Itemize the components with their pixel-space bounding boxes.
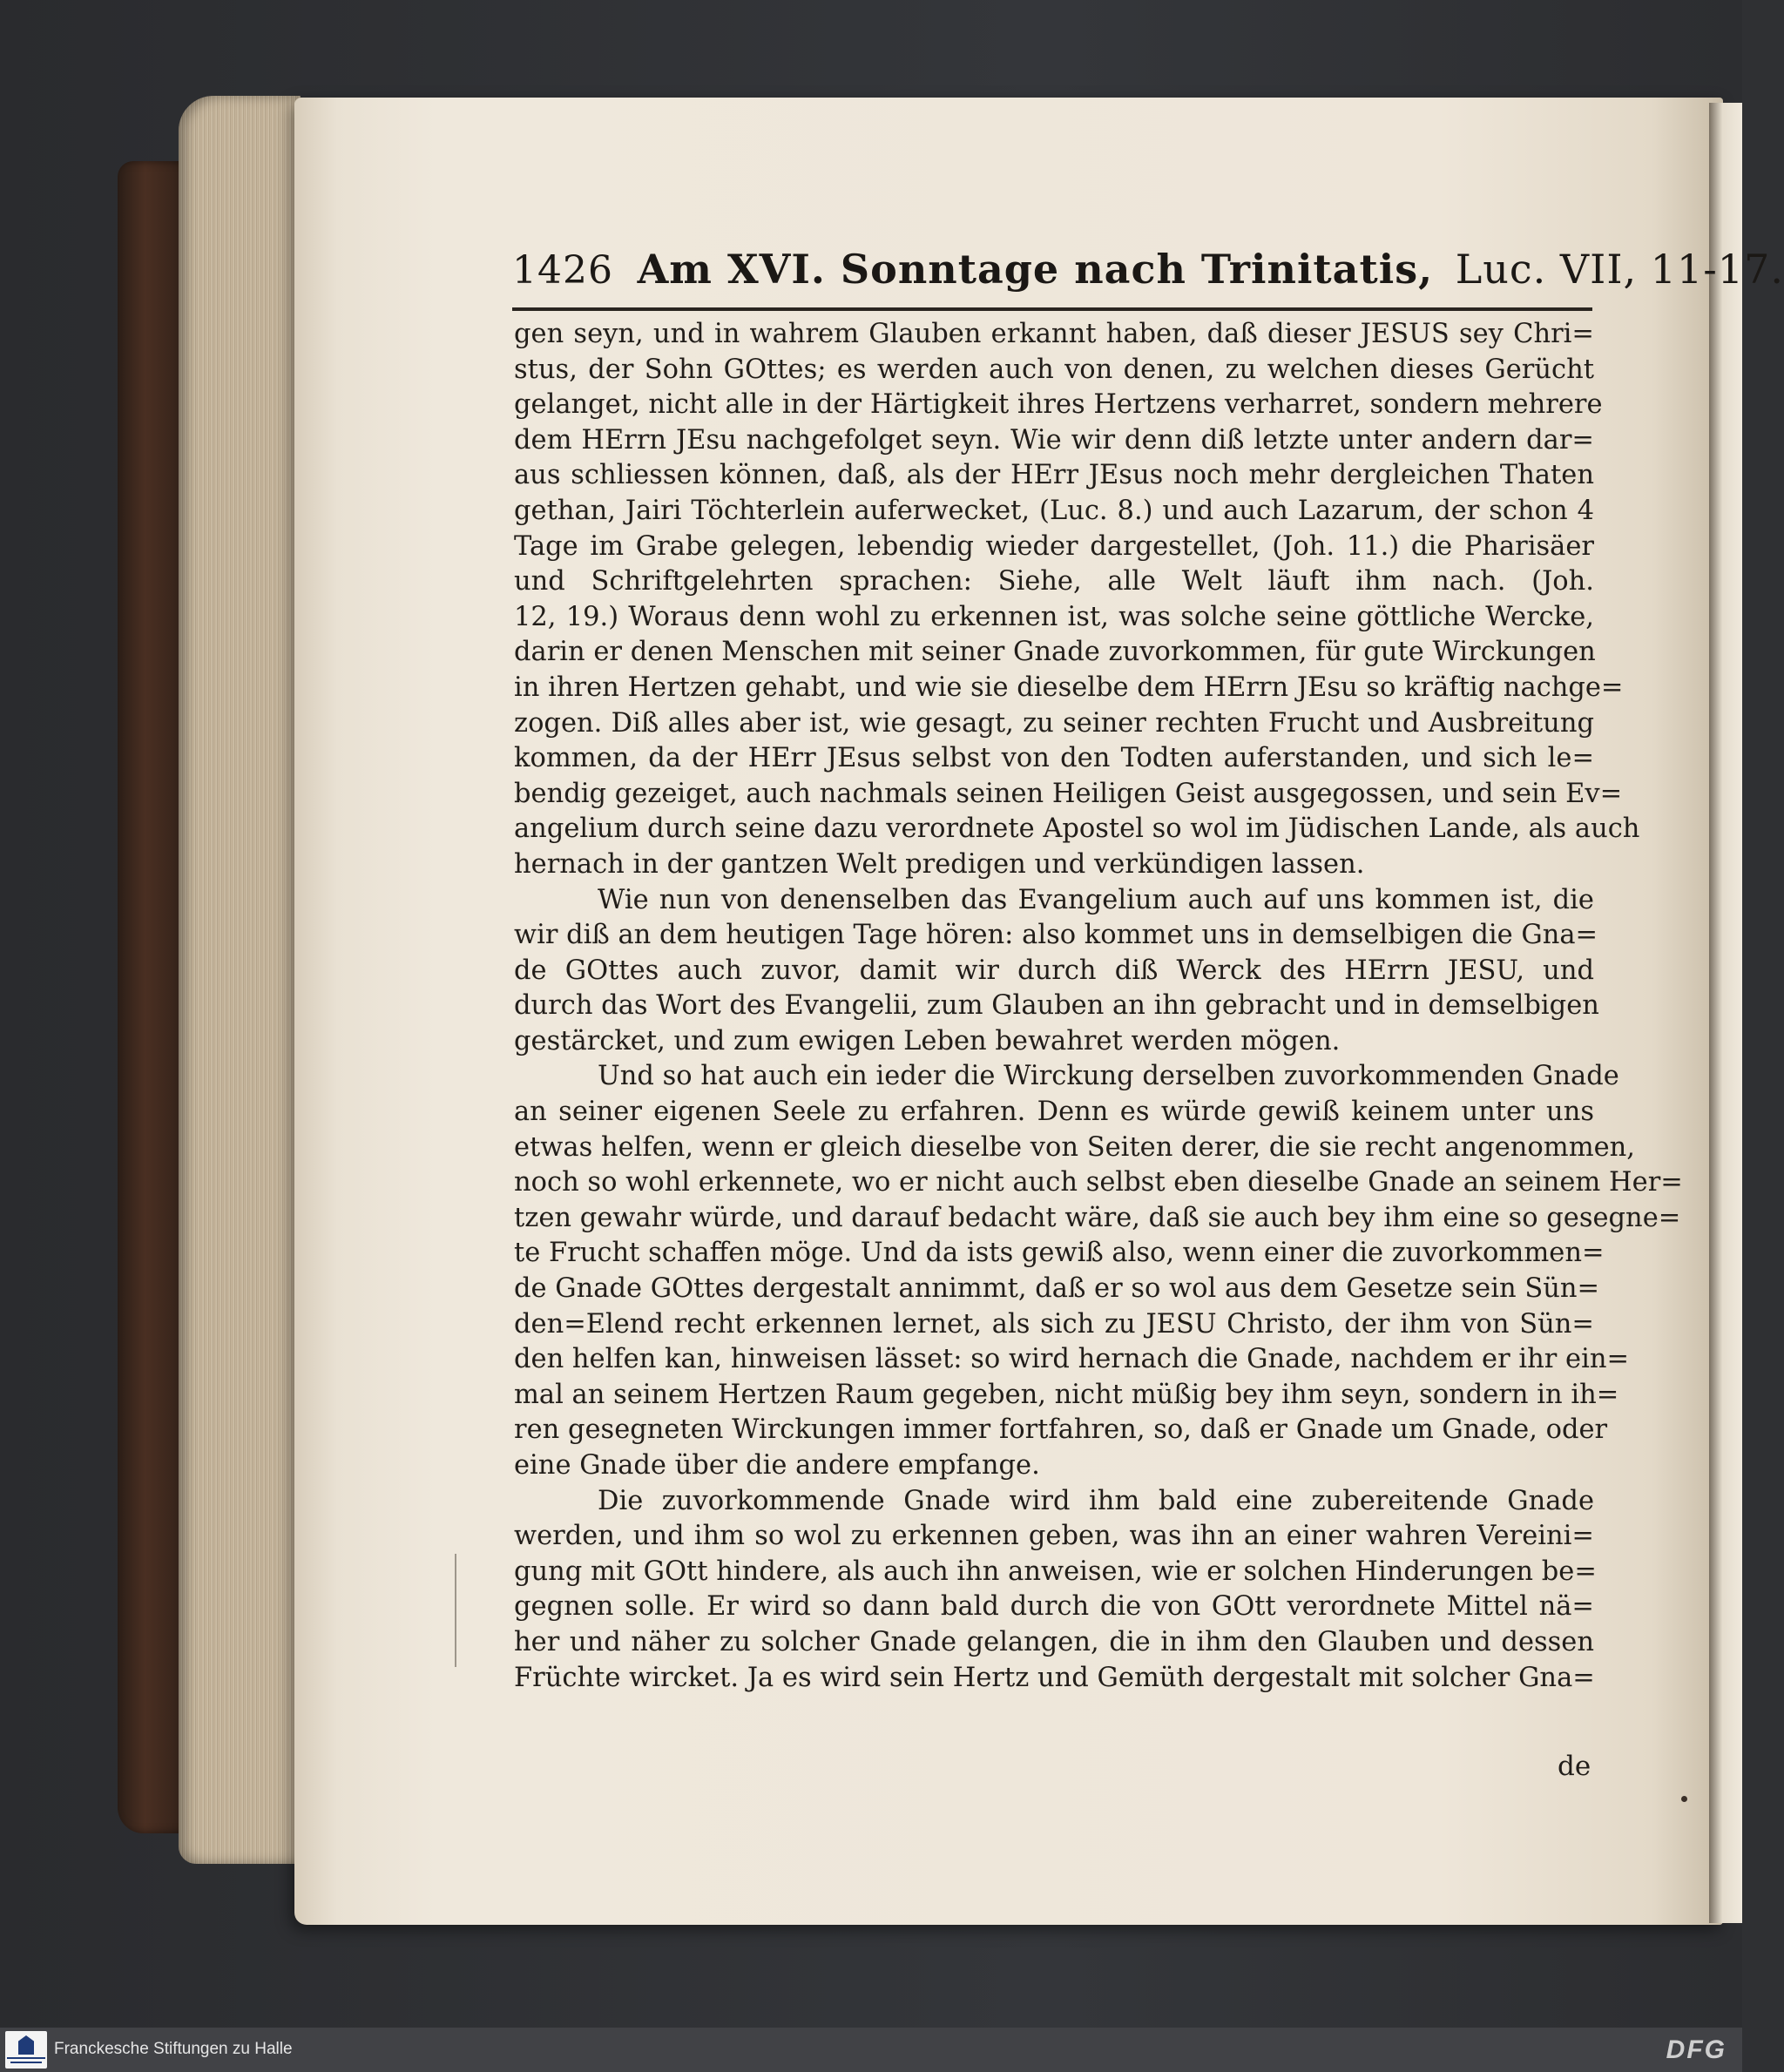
header-reference: Luc. VII, 11-17. [1455,246,1784,293]
body-text [514,317,1683,1696]
text-line: gung mit GOtt hindere, als auch ihn anweisen, wie er solchen Hinderungen be= [514,1556,1597,1587]
text-line: gestärcket, und zum ewigen Leben bewahret werden mögen. [514,1025,1341,1056]
text-line: ren gesegneten Wirckungen immer fortfahren, so, daß er Gnade um Gnade, oder [514,1414,1608,1446]
text-line: dem HErrn JEsu nachgefolget seyn. Wie wir denn diß letzte unter andern dar= [514,424,1594,456]
text-line: bendig gezeiget, auch nachmals seinen Heiligen Geist ausgegossen, und sein Ev= [514,778,1623,809]
header-rule [512,307,1592,311]
text-line: mal an seinem Hertzen Raum gegeben, nicht müßig bey ihm seyn, sondern in ih= [514,1379,1619,1410]
text-line: den helfen kan, hinweisen lässet: so wird hernach die Gnade, nachdem er ihr ein= [514,1344,1630,1375]
text-line: her und näher zu solcher Gnade gelangen, die in ihm den Glauben und dessen [514,1626,1594,1657]
text-line: Tage im Grabe gelegen, lebendig wieder dargestellet, (Joh. 11.) die Pharisäer [514,530,1594,562]
text-line: zogen. Diß alles aber ist, wie gesagt, zu seiner rechten Frucht und Ausbreitung [514,707,1594,739]
margin-pencil-mark [455,1554,456,1667]
text-line: de GOttes auch zuvor, damit wir durch diß Werck des HErrn JESU, und [514,955,1594,986]
text-line: Wie nun von denenselben das Evangelium auch auf uns kommen ist, die [598,884,1594,915]
institution-logo-icon[interactable] [5,2031,47,2069]
text-line: werden, und ihm so wol zu erkennen geben, was ihn an einer wahren Vereini= [514,1521,1594,1552]
text-line: gethan, Jairi Töchterlein auferwecket, (Luc. 8.) und auch Lazarum, der schon 4 [514,495,1594,526]
header-title: Am XVI. Sonntage nach Trinitatis, [637,246,1434,293]
page-number: 1426 [512,248,613,293]
text-line: stus, der Sohn GOttes; es werden auch von denen, zu welchen dieses Gerücht [514,354,1594,385]
text-line: te Frucht schaffen möge. Und da ists gewiß also, wenn einer die zuvorkommen= [514,1238,1605,1269]
text-line: gelanget, nicht alle in der Härtigkeit ihres Hertzens verharret, sondern mehrere [514,389,1603,421]
institution-name[interactable]: Franckesche Stiftungen zu Halle [54,2040,293,2058]
text-line: noch so wohl erkennete, wo er nicht auch selbst eben dieselbe Gnade an seinem Her= [514,1167,1683,1198]
text-line: gegnen solle. Er wird so dann bald durch die von GOtt verordnete Mittel nä= [514,1591,1594,1623]
text-line: gen seyn, und in wahrem Glauben erkannt haben, daß dieser JESUS sey Chri= [514,319,1594,349]
facing-page-edge [1709,103,1742,1923]
text-line: 12, 19.) Woraus denn wohl zu erkennen ist, was solche seine göttliche Wercke, [514,601,1594,632]
text-line: an seiner eigenen Seele zu erfahren. Denn es würde gewiß keinem unter uns [514,1097,1594,1128]
text-line: wir diß an dem heutigen Tage hören: also kommet uns in demselbigen die Gna= [514,920,1598,951]
text-line: aus schliessen können, daß, als der HErr JEsus noch mehr dergleichen Thaten [514,460,1594,491]
text-line: hernach in der gantzen Welt predigen und verkündigen lassen. [514,848,1365,880]
page-edges [179,96,301,1864]
text-line: Früchte wircket. Ja es wird sein Hertz und Gemüth dergestalt mit solcher Gna= [514,1662,1595,1693]
text-line: Und so hat auch ein ieder die Wirckung derselben zuvorkommenden Gnade [598,1061,1619,1092]
text-line: kommen, da der HErr JEsus selbst von den Todten auferstanden, und sich le= [514,743,1594,774]
text-line: und Schriftgelehrten sprachen: Siehe, alle Welt läuft ihm nach. (Joh. [514,566,1594,597]
dfg-logo[interactable]: DFG [1666,2035,1727,2064]
text-line: eine Gnade über die andere empfange. [514,1450,1040,1481]
text-line: etwas helfen, wenn er gleich dieselbe von Seiten derer, die sie recht angenommen, [514,1131,1636,1163]
text-line: durch das Wort des Evangelii, zum Glauben an ihn gebracht und in demselbigen [514,990,1599,1022]
text-line: tzen gewahr würde, und darauf bedacht wäre, daß sie auch bey ihm eine so gesegne= [514,1202,1681,1233]
text-line: angelium durch seine dazu verordnete Apostel so wol im Jüdischen Lande, als auch [514,813,1640,845]
text-line: darin er denen Menschen mit seiner Gnade zuvorkommen, für gute Wirckungen [514,637,1596,668]
text-line: de Gnade GOttes dergestalt annimmt, daß er so wol aus dem Gesetze sein Sün= [514,1273,1600,1305]
text-line: Die zuvorkommende Gnade wird ihm bald eine zubereitende Gnade [598,1485,1594,1516]
text-line: in ihren Hertzen gehabt, und wie sie dieselbe dem HErrn JEsu so kräftig nachge= [514,672,1624,703]
running-header [512,246,1784,315]
ink-spot [1681,1796,1687,1802]
text-line: den=Elend recht erkennen lernet, als sich zu JESU Christo, der ihm von Sün= [514,1308,1594,1340]
catchword: de [1558,1751,1591,1782]
viewer-footer [0,2028,1742,2072]
